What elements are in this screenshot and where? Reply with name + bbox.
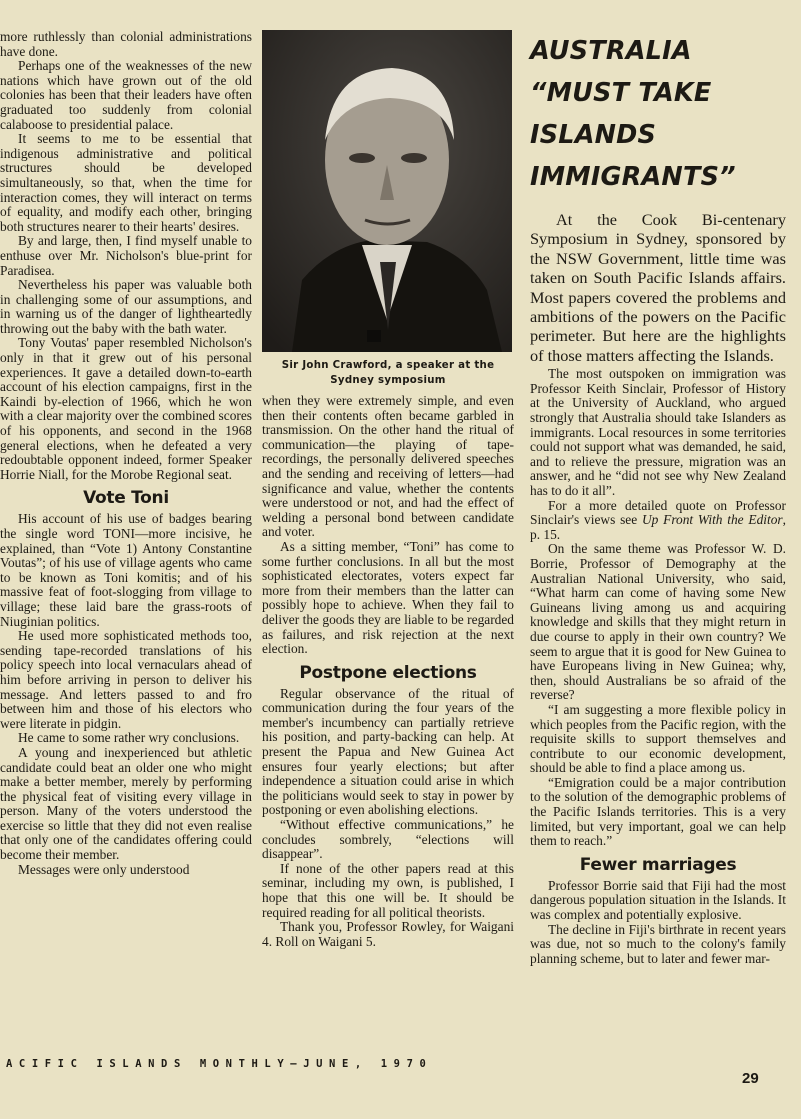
paragraph: The decline in Fiji's birthrate in recent years was due, not so much to the colony's family planning scheme, but to later and fewer mar- <box>530 921 786 966</box>
column-right <box>530 30 786 966</box>
portrait-illustration <box>262 30 512 352</box>
paragraph: It seems to me to be essential that indigenous administrative and political structures should be developed simultaneously, so that, when the time for interaction comes, they will interact on terms of equality, and modify each other, bringing both structures nearer to their hearts' desires. <box>0 131 252 234</box>
article-headline: AUSTRALIA “MUST TAKE ISLANDS IMMIGRANTS” <box>530 36 736 192</box>
paragraph: His account of his use of badges bearing the single word TONI—more incisive, he explained, than “Vote 1) Antony Constantine Voutas”; of his use of village agents who came to be known as Toni komitis; and of his massive feat of foot-slogging from village to village; these laid bare the grass-roots of Niuginian politics. <box>0 511 252 629</box>
paragraph: “Emigration could be a major contribution to the solution of the demographic problems of the Pacific Islands territories. This is a very limited, but very important, goal we can help them to reach.” <box>530 774 786 849</box>
paragraph: Nevertheless his paper was valuable both in challenging some of our assumptions, and in warning us of the danger of lightheartedly throwing out the baby with the bath water. <box>0 277 252 336</box>
paragraph: Professor Borrie said that Fiji had the most dangerous population situation in the Islands. It was complex and potentially explosive. <box>530 877 786 923</box>
subheading-fewer-marriages: Fewer marriages <box>579 854 737 875</box>
paragraph: Regular observance of the ritual of communication during the four years of the member's incumbency can partially retrieve his position, and party-backing can help. At present the Papua and New Guinea Act ensures four yearly elections; but after independence a situation could arise in which the politicians would seek to stay in power by postponing or even abolishing elections. <box>262 685 514 818</box>
paragraph: A young and inexperienced but athletic candidate could beat an older one who might make a better member, merely by performing the physical feat of visiting every village in person. Many of the voters understood the exercise so little that they did not even realise that only one of the candidates offering could become their member. <box>0 744 252 863</box>
paragraph: The most outspoken on immigration was Professor Keith Sinclair, Professor of History at the University of Auckland, who argued strongly that Australia should take Islanders as immigrants. Local resources in some territories could not support what was demanded, he said, and to relieve the pressure, migration was an answer, and he “did not see why New Zealand has to do it all”. <box>530 366 786 498</box>
paragraph: By and large, then, I find myself unable to enthuse over Mr. Nicholson's blue-print for Paradisea. <box>0 233 252 278</box>
page-number: 29 <box>742 1070 759 1087</box>
lede-paragraph: At the Cook Bi-centenary Symposium in Sydney, sponsored by the NSW Government, little time was taken on South Pacific Islands affairs. Most papers covered the problems and ambitions of the powers on the Pacific perimeter. But here are the highlights of those matters affecting the Islands. <box>530 210 786 365</box>
paragraph: Messages were only understood <box>18 861 190 877</box>
paragraph: On the same theme was Professor W. D. Borrie, Professor of Demography at the Australian National University, who said, “What harm can come of having some New Guineans living among us and acquiring knowledge and skills that they might return in due course to apply in their own country? We seem to argue that it is good for New Guinea to have Europeans living in New Guinea; why, then, should Australians be so afraid of the reverse? <box>530 541 786 703</box>
paragraph: when they were extremely simple, and even then their contents often became garbled in transmission. On the other hand the ritual of communication—the playing of tape-recordings, the personally delivered speeches and the sending and receiving of letters—had significance and value, whether the contents were understood or not, and had the effect of welding a personal bond between candidate and voter. <box>262 393 514 540</box>
paragraph: He came to some rather wry conclusions. <box>18 730 240 746</box>
paragraph: “Without effective communications,” he concludes sombrely, “elections will disappear”. <box>262 817 514 862</box>
cross-reference: Up Front With the Editor <box>641 512 783 528</box>
column-left <box>0 30 252 877</box>
text-span: , p. 15. <box>530 512 786 542</box>
footer-running-title: ACIFIC ISLANDS MONTHLY—JUNE, 1970 <box>6 1058 433 1070</box>
paragraph: If none of the other papers read at this seminar, including my own, is published, I hope that this one will be. It should be required reading for all political theorists. <box>262 860 514 920</box>
paragraph <box>530 499 786 543</box>
paragraph: As a sitting member, “Toni” has come to some further conclusions. In all but the most sophisticated electorates, voters expect far more from their members than the latter can possibly hope to achieve. When they fail to deliver the goods they are liable to be regarded as failures, and risk rejection at the next election. <box>262 538 514 657</box>
portrait-photo <box>262 30 512 352</box>
text-span: For a more detailed quote on Professor Sinclair's views see <box>530 497 786 528</box>
paragraph: more ruthlessly than colonial administrations have done. <box>0 29 252 59</box>
paragraph: Perhaps one of the weaknesses of the new nations which have grown out of the old colonies has been that their leaders have often graduated too suddenly from colonial calaboose to presidential palace. <box>0 58 252 132</box>
paragraph: Tony Voutas' paper resembled Nicholson's only in that it grew out of his personal experiences. It gave a detailed down-to-earth account of his election campaigns, first in the Kaindi by-election of 1966, which he won with a clear majority over the combined scores of his opponents, and second in the 1968 general elections, when he defeated a very redoubtable opponent indeed, former Speaker Horrie Niall, for the Morobe Regional seat. <box>0 335 252 482</box>
paragraph: He used more sophisticated methods too, sending tape-recorded translations of his policy speech into local vernaculars ahead of him before arriving in person to deliver his message. And letters passed to and fro between him and those of his electors who were literate in pidgin. <box>0 628 252 731</box>
photo-caption: Sir John Crawford, a speaker at the Sydney symposium <box>281 360 495 386</box>
column-middle <box>262 30 514 949</box>
subheading-vote-toni: Vote Toni <box>83 488 169 509</box>
subheading-postpone-elections: Postpone elections <box>299 662 477 683</box>
paragraph: “I am suggesting a more flexible policy in which peoples from the Pacific region, with the requisite skills to support themselves and contribute to our economic development, should be able to find a place among us. <box>530 701 786 776</box>
paragraph: Thank you, Professor Rowley, for Waigani 4. Roll on Waigani 5. <box>262 919 514 949</box>
